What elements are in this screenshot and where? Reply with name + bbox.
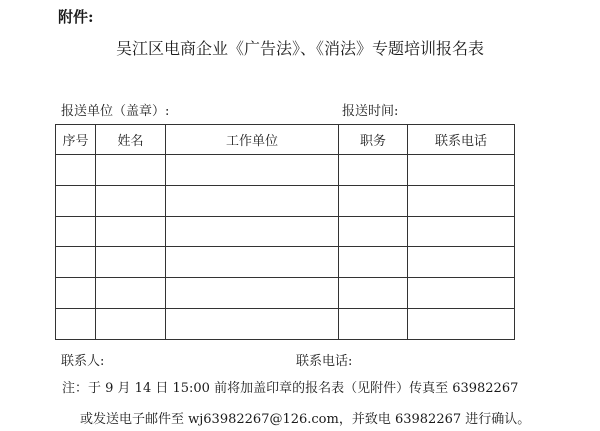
work-unit-cell[interactable]	[166, 309, 339, 340]
table-row	[56, 185, 515, 216]
phone-cell[interactable]	[408, 278, 515, 309]
header-serial-number: 序号	[56, 125, 96, 155]
attachment-label: 附件:	[58, 8, 94, 26]
table-row	[56, 278, 515, 309]
serial-cell[interactable]	[56, 216, 96, 247]
table-row	[56, 309, 515, 340]
registration-table	[55, 124, 515, 340]
position-cell[interactable]	[339, 247, 408, 278]
phone-cell[interactable]	[408, 247, 515, 278]
serial-cell[interactable]	[56, 309, 96, 340]
contact-phone-label: 联系电话:	[296, 354, 353, 369]
contact-person-label: 联系人:	[61, 354, 105, 369]
table-row	[56, 155, 515, 186]
note-line-2: 或发送电子邮件至 wj63982267@126.com，并致电 63982267 进行确认。	[80, 412, 531, 427]
table-header-row	[56, 125, 515, 155]
table-row	[56, 216, 515, 247]
header-position: 职务	[339, 125, 408, 155]
header-name: 姓名	[96, 125, 166, 155]
position-cell[interactable]	[339, 185, 408, 216]
name-cell[interactable]	[96, 216, 166, 247]
phone-cell[interactable]	[408, 309, 515, 340]
position-cell[interactable]	[339, 309, 408, 340]
table-row	[56, 247, 515, 278]
phone-cell[interactable]	[408, 185, 515, 216]
serial-cell[interactable]	[56, 278, 96, 309]
send-time-label: 报送时间:	[342, 104, 399, 119]
work-unit-cell[interactable]	[166, 155, 339, 186]
position-cell[interactable]	[339, 278, 408, 309]
phone-cell[interactable]	[408, 216, 515, 247]
serial-cell[interactable]	[56, 185, 96, 216]
work-unit-cell[interactable]	[166, 247, 339, 278]
name-cell[interactable]	[96, 155, 166, 186]
serial-cell[interactable]	[56, 155, 96, 186]
work-unit-cell[interactable]	[166, 185, 339, 216]
serial-cell[interactable]	[56, 247, 96, 278]
phone-cell[interactable]	[408, 155, 515, 186]
work-unit-cell[interactable]	[166, 278, 339, 309]
header-work-unit: 工作单位	[166, 125, 339, 155]
name-cell[interactable]	[96, 278, 166, 309]
header-phone: 联系电话	[408, 125, 515, 155]
work-unit-cell[interactable]	[166, 216, 339, 247]
note-line-1: 注：于 9 月 14 日 15:00 前将加盖印章的报名表（见附件）传真至 63982267	[62, 381, 519, 396]
name-cell[interactable]	[96, 309, 166, 340]
sender-unit-label: 报送单位（盖章）:	[61, 104, 170, 119]
name-cell[interactable]	[96, 247, 166, 278]
name-cell[interactable]	[96, 185, 166, 216]
form-title: 吴江区电商企业《广告法》、《消法》专题培训报名表	[115, 39, 484, 58]
position-cell[interactable]	[339, 216, 408, 247]
position-cell[interactable]	[339, 155, 408, 186]
